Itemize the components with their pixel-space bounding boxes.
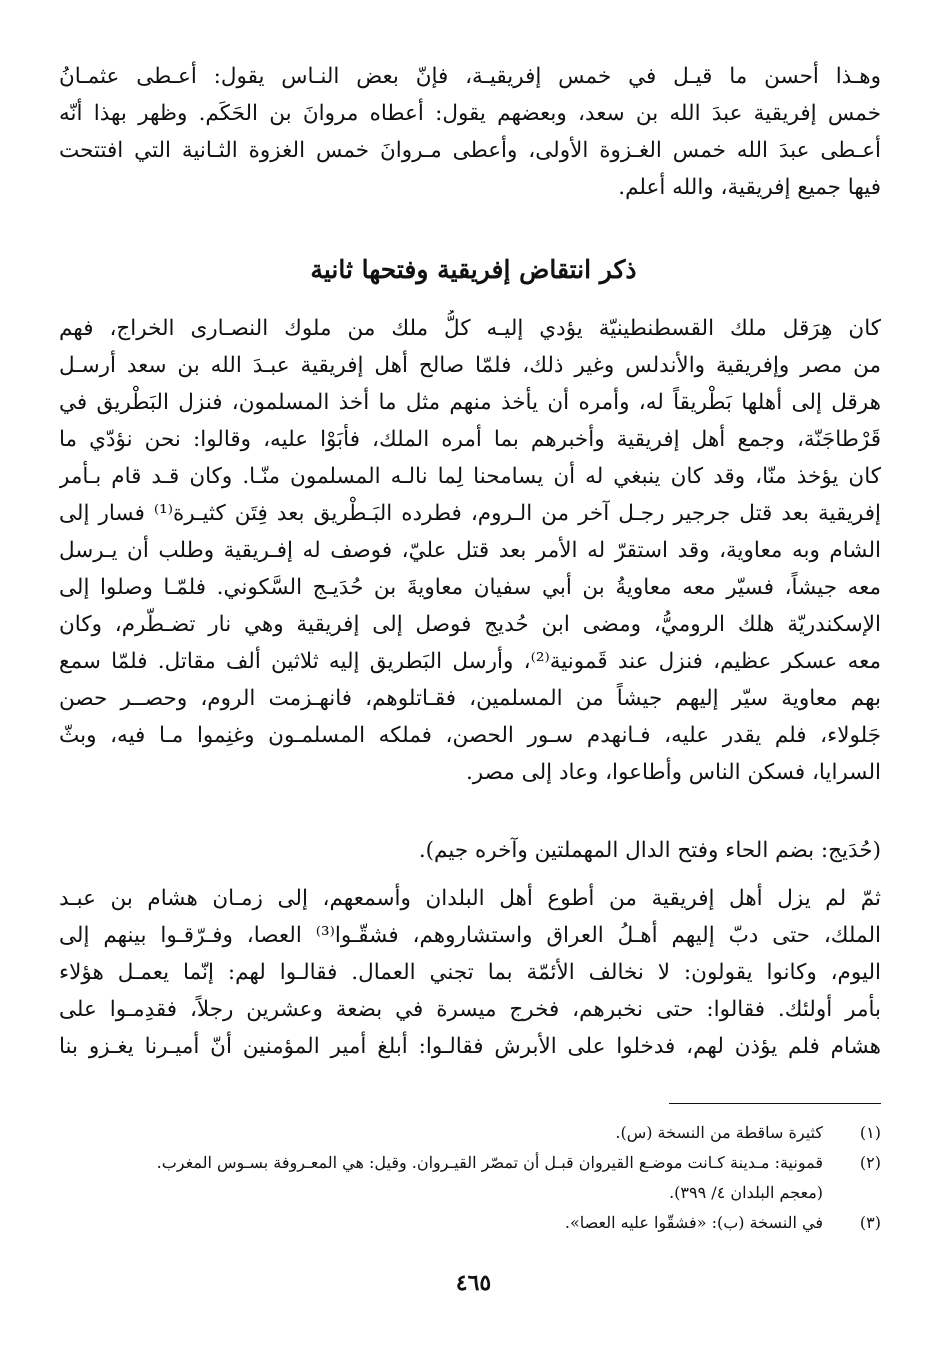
footnote-divider [669, 1103, 881, 1104]
text-line: بأمر أولئك. فقالوا: حتى نخبرهم، فخرج ميسرة في بضعة وعشرين رجلاً، فقدِمـوا على [59, 997, 881, 1022]
text-line: هشام فلم يؤذن لهم، فدخلوا على الأبرش فقالـوا: أبلغ أمير المؤمنين أنّ أميـرنا يغـزو بنا [59, 1034, 881, 1059]
footnotes [59, 1118, 881, 1238]
text-line: إفريقية بعد قتل جرجير رجـل آخر من الـروم، فطرده البَـطْريق بعد فِتَن كثيـرة⁽¹⁾ فسار إلى [59, 501, 881, 526]
section-heading: ذكر انتقاض إفريقية وفتحها ثانية [310, 255, 637, 284]
footnote-text [59, 1208, 823, 1238]
text-line: اليوم، وكانوا يقولون: لا نخالف الأئمّة بما تجني العمال. فقالـوا لهم: إنّما يعمـل هؤلاء [59, 960, 881, 985]
footnote-line: قمونية: مـدينة كـانت موضـع القيروان قبـل أن تمصّر القيـروان. وقيل: هي المعـروفة بسـوس المغرب. [156, 1153, 823, 1172]
footnote-number: (٣) [859, 1213, 881, 1232]
footnote-2 [59, 1148, 881, 1208]
paragraph-hisham [59, 880, 881, 1065]
text-line: معه جيشاً، فسيّر معه معاويةُ بن أبي سفيان معاويةَ بن حُدَيـج السَّكوني. فلمّـا وصلوا إلى [59, 575, 881, 600]
text-line: ثمّ لم يزل أهل إفريقية من أطوع أهل البلدان وأسمعهم، إلى زمـان هشام بن عبـد [59, 886, 881, 911]
footnote-number: (٢) [859, 1153, 881, 1172]
paragraph-hudayj-note [59, 832, 881, 869]
text-line: جَلولاء، فلم يقدر عليه، فـانهدم سـور الحصن، فملكه المسلمـون وغنِموا مـا فيه، وبثّ [59, 723, 881, 748]
text-line: فيها جميع إفريقية، والله أعلم. [618, 175, 881, 200]
footnote-text [59, 1148, 823, 1208]
text-line: هرقل إلى أهلها بَطْريقاً له، وأمره أن يأخذ منهم مثل ما أخذ المسلمون، فنزل البَطْريق في [59, 390, 881, 415]
paragraph-heraclius [59, 310, 881, 791]
text-line: كان يؤخذ منّا، وقد كان ينبغي له أن يسامحنا لِما نالـه المسلمون منّـا. وكان قـد قام بـأمر [59, 464, 881, 489]
footnote-line: كثيرة ساقطة من النسخة (س). [615, 1123, 823, 1142]
text-line: وهـذا أحسن ما قيـل في خمس إفريقيـة، فإنّ بعض النـاس يقول: أعـطى عثمـانُ [59, 64, 881, 89]
text-line: أعـطى عبدَ الله خمس الغـزوة الأولى، وأعطى مـروانَ خمس الغزوة الثـانية التي افتتحت [59, 138, 881, 163]
text-line: الشام وبه معاوية، وقد استقرّ له الأمر بعد قتل عليّ، فوصف له إفـريقية وطلب أن يـرسل [59, 538, 881, 563]
text-line: (حُدَيج: بضم الحاء وفتح الدال المهملتين وآخره جيم). [418, 838, 881, 863]
paragraph-khums-ifriqiya [59, 58, 881, 206]
text-line: من مصر وإفريقية والأندلس وغير ذلك، فلمّا صالح أهل إفريقية عبـدَ الله بن سعد أرسـل [59, 353, 881, 378]
text-line: خمس إفريقية عبدَ الله بن سعد، وبعضهم يقول: أعطاه مروانَ بن الحَكَم. وظهر بهذا أنّه [59, 101, 881, 126]
footnote-line: في النسخة (ب): «فشقّوا عليه العصا». [564, 1213, 823, 1232]
footnote-number: (١) [859, 1123, 881, 1142]
text-line: بهم معاوية سيّر إليهم جيشاً من المسلمين، فقـاتلوهم، فانهـزمت الروم، وحصــر حصن [59, 686, 881, 711]
text-line: الإسكندريّة هلك الروميُّ، ومضى ابن حُديج فوصل إلى إفريقية وهي نار تضـطّرم، وكان [59, 612, 881, 637]
footnote-1 [59, 1118, 881, 1148]
footnote-text [59, 1118, 823, 1148]
text-line: الملك، حتى دبّ إليهم أهـلُ العراق واستشاروهم، فشقّـوا⁽³⁾ العصا، وفـرّقـوا بينهم إلى [59, 923, 881, 948]
text-line: السرايا، فسكن الناس وأطاعوا، وعاد إلى مصر. [465, 760, 881, 785]
footnote-3 [59, 1208, 881, 1238]
page-number: ٤٦٥ [455, 1270, 492, 1296]
text-line: قَرْطاجَنّة، وجمع أهل إفريقية وأخبرهم بما أمره الملك، فأبَوْا عليه، وقالوا: نحن نؤدّي ما [59, 427, 881, 452]
text-line: كان هِرَقل ملك القسطنطينيّة يؤدي إليـه كلُّ ملك من ملوك النصـارى الخراج، فهم [59, 316, 881, 341]
footnote-line: (معجم البلدان ٤/ ٣٩٩). [669, 1183, 823, 1202]
text-line: معه عسكر عظيم، فنزل عند قَمونية⁽²⁾، وأرسل البَطريق إليه ثلاثين ألف مقاتل. فلمّا سمع [59, 649, 881, 674]
